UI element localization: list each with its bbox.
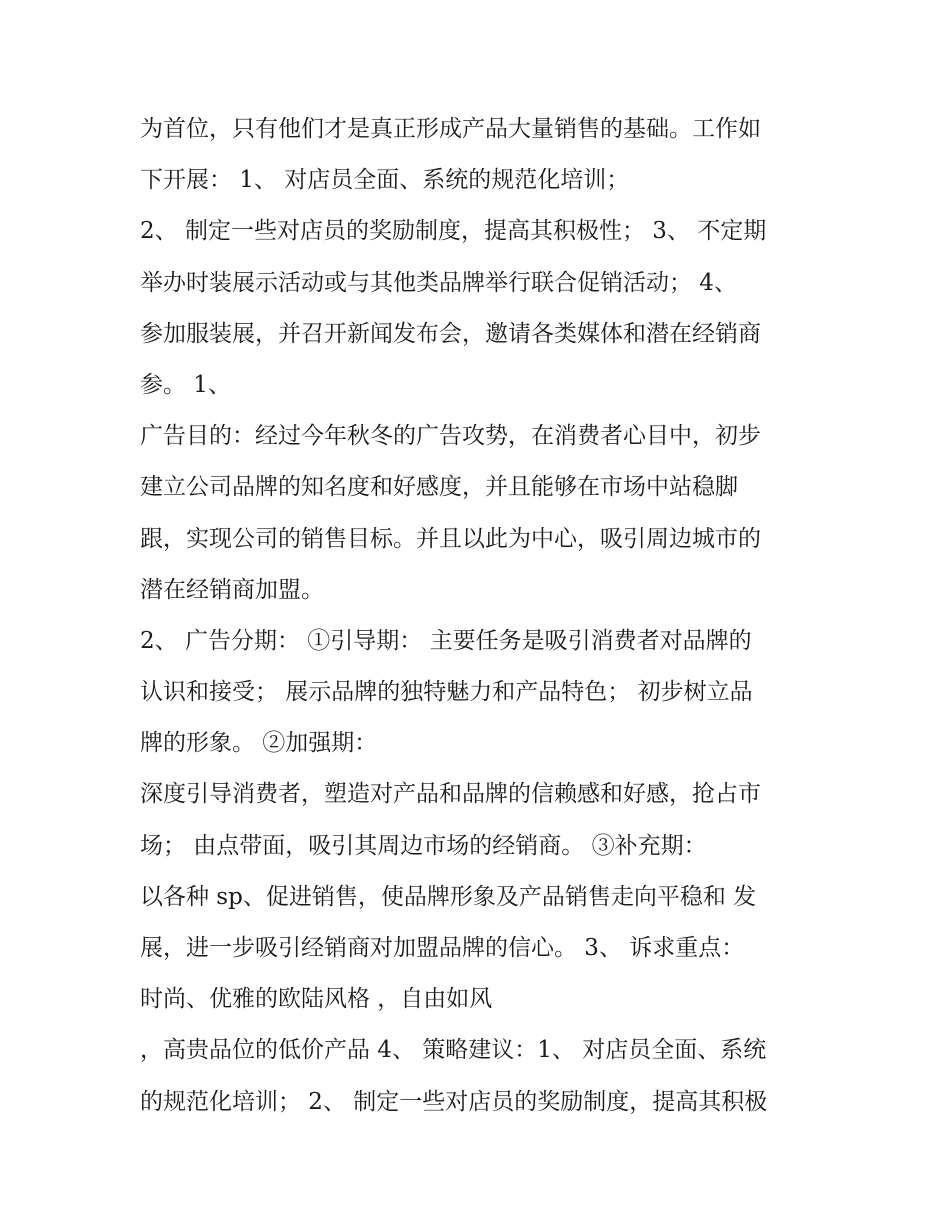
text-line-5: 参加服装展，并召开新闻发布会，邀请各类媒体和潜在经销商 bbox=[140, 320, 761, 347]
text-line-7: 广告目的：经过今年秋冬的广告攻势，在消费者心目中，初步 bbox=[140, 423, 761, 450]
text-line-19: ，高贵品位的低价产品 4、 策略建议：1、 对店员全面、系统 bbox=[140, 1037, 767, 1064]
text-line-4: 举办时装展示活动或与其他类品牌举行联合促销活动； 4、 bbox=[140, 269, 737, 296]
text-line-18: 时尚、优雅的欧陆风格 ，自由如风 bbox=[140, 986, 493, 1013]
text-line-13: 牌的形象。 ②加强期： bbox=[140, 730, 378, 757]
text-line-14: 深度引导消费者，塑造对产品和品牌的信赖感和好感，抢占市 bbox=[140, 781, 761, 808]
text-line-6: 参。 1、 bbox=[140, 371, 231, 398]
text-line-15: 场； 由点带面，吸引其周边市场的经销商。 ③补充期： bbox=[140, 832, 707, 859]
text-line-20: 的规范化培训； 2、 制定一些对店员的奖励制度，提高其积极 bbox=[140, 1088, 768, 1115]
text-line-1: 为首位，只有他们才是真正形成产品大量销售的基础。工作如 bbox=[140, 116, 761, 142]
text-line-17: 展，进一步吸引经销商对加盟品牌的信心。 3、 诉求重点： bbox=[140, 935, 745, 961]
text-line-2: 下开展： 1、 对店员全面、系统的规范化培训； bbox=[140, 167, 630, 194]
text-line-11: 2、 广告分期： ①引导期： 主要任务是吸引消费者对品牌的 bbox=[140, 627, 752, 654]
text-line-10: 潜在经销商加盟。 bbox=[140, 576, 324, 603]
text-line-8: 建立公司品牌的知名度和好感度，并且能够在市场中站稳脚 bbox=[140, 474, 738, 501]
text-line-9: 跟，实现公司的销售目标。并且以此为中心，吸引周边城市的 bbox=[140, 525, 761, 552]
text-line-16: 以各种 sp、促进销售，使品牌形象及产品销售走向平稳和 发 bbox=[140, 883, 757, 910]
body-text bbox=[140, 104, 820, 1128]
text-line-12: 认识和接受； 展示品牌的独特魅力和产品特色； 初步树立品 bbox=[140, 679, 753, 706]
text-line-3: 2、 制定一些对店员的奖励制度，提高其积极性； 3、 不定期 bbox=[140, 218, 767, 245]
